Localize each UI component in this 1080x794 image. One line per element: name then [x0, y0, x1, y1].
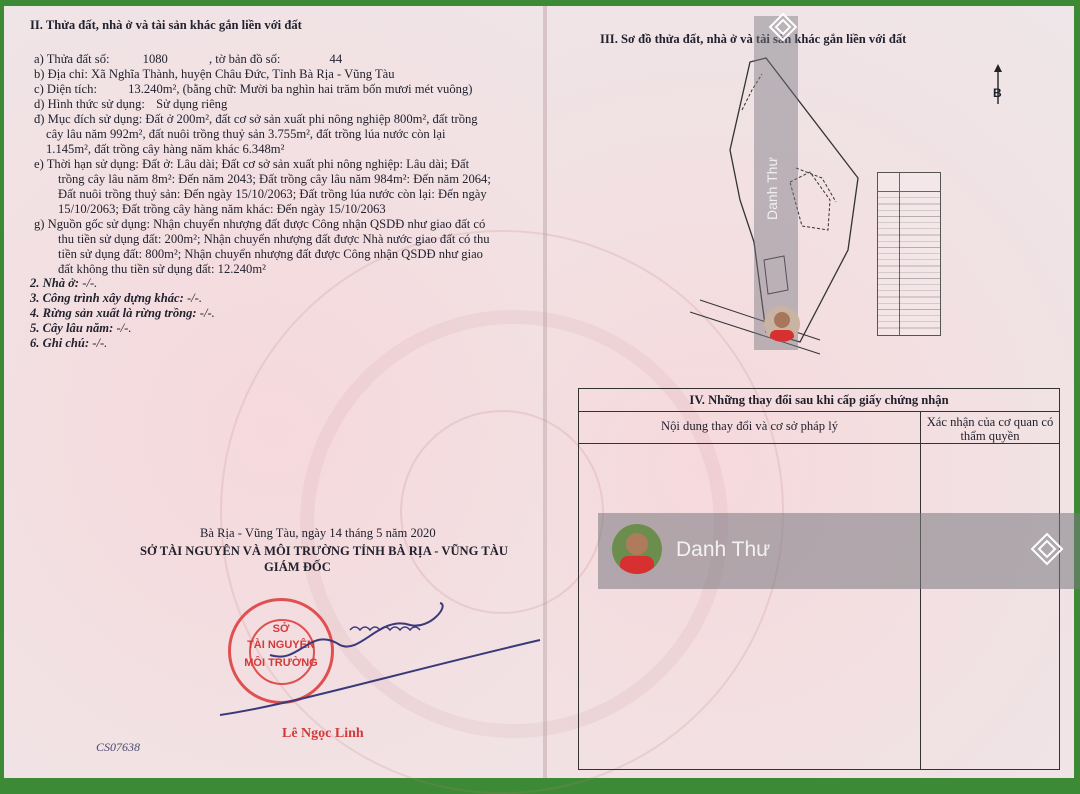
line-origin-3: tiền sử dụng đất: 800m²; Nhận chuyển nhượng đất được Công nhận QSDĐ như giao [58, 247, 483, 261]
item-note: 6. Ghi chú: -/-. [30, 336, 108, 350]
watermark-vertical-name: Danh Thư [764, 157, 780, 220]
watermark-avatar [612, 524, 662, 574]
item-forest: 4. Rừng sản xuất là rừng trồng: -/-. [30, 306, 215, 320]
signature [210, 595, 550, 725]
line-purpose-2: cây lâu năm 992m², đất nuôi trồng thuỷ sản 3.755m², đất trồng lúa nước còn lại [46, 127, 446, 141]
bronze-drum-center [400, 410, 604, 614]
watermark-banner [598, 513, 1080, 589]
line-use-form: d) Hình thức sử dụng: Sử dụng riêng [34, 97, 228, 111]
line-purpose: đ) Mục đích sử dụng: Đất ở 200m², đất cơ sở sản xuất phi nông nghiệp 800m², đất trồng [34, 112, 478, 126]
coordinate-table [877, 172, 941, 336]
col-authority: Xác nhận của cơ quan có thẩm quyền [926, 415, 1054, 443]
north-label: B [993, 86, 1002, 100]
position-title: GIÁM ĐỐC [264, 560, 331, 574]
section-ii-title: II. Thửa đất, nhà ở và tài sản khác gắn liền với đất [30, 18, 302, 32]
line-purpose-3: 1.145m², đất trồng cây hàng năm khác 6.348m² [46, 142, 285, 156]
watermark-name: Danh Thư [676, 538, 771, 561]
watermark-small-avatar [764, 306, 800, 342]
item-construction: 3. Công trình xây dựng khác: -/-. [30, 291, 203, 305]
layers-icon [766, 10, 800, 44]
line-origin: g) Nguồn gốc sử dụng: Nhận chuyển nhượng đất được Công nhận QSDĐ như giao đất có [34, 217, 486, 231]
serial-number: CS07638 [96, 740, 141, 754]
line-term-3: Đất nuôi trồng thuỷ sản: Đến ngày 15/10/2063; Đất trồng lúa nước còn lại: Đến ngày [58, 187, 487, 201]
line-origin-4: đất không thu tiền sử dụng đất: 12.240m² [58, 262, 266, 276]
item-house: 2. Nhà ở: -/-. [30, 276, 98, 290]
col-change-content: Nội dung thay đổi và cơ sở pháp lý [660, 419, 838, 433]
agency-name: SỞ TÀI NGUYÊN VÀ MÔI TRƯỜNG TỈNH BÀ RỊA - VŨNG TÀU [140, 544, 508, 558]
layers-icon-right [1028, 530, 1066, 568]
section-iii-title: III. Sơ đồ thửa đất, nhà ở và tài sản khác gắn liền với đất [600, 32, 907, 46]
issue-date: Bà Rịa - Vũng Tàu, ngày 14 tháng 5 năm 2020 [200, 526, 436, 540]
line-term-4: 15/10/2063; Đất trồng cây hàng năm khác: Đến ngày 15/10/2063 [58, 202, 386, 216]
line-area: c) Diện tích: 13.240m², (bằng chữ: Mười ba nghìn hai trăm bốn mươi mét vuông) [34, 82, 473, 96]
signer-name: Lê Ngọc Linh [282, 726, 364, 741]
line-term: e) Thời hạn sử dụng: Đất ở: Lâu dài; Đất cơ sở sản xuất phi nông nghiệp: Lâu dài; Đất [34, 157, 470, 171]
line-term-2: trồng cây lâu năm 8m²: Đến năm 2043; Đất trồng cây lâu năm 984m²: Đến năm 2064; [58, 172, 491, 186]
line-origin-2: thu tiền sử dụng đất: 200m²; Nhận chuyển nhượng đất được Nhà nước giao đất có thu [58, 232, 490, 246]
item-perennial: 5. Cây lâu năm: -/-. [30, 321, 132, 335]
official-stamp: SỞ TÀI NGUYÊN MÔI TRƯỜNG [228, 598, 334, 704]
line-address: b) Địa chỉ: Xã Nghĩa Thành, huyện Châu Đức, Tỉnh Bà Rịa - Vũng Tàu [34, 67, 395, 81]
line-parcel: a) Thửa đất số: 1080 , tờ bản đồ số: 44 [34, 52, 343, 66]
section-iv-title: IV. Những thay đổi sau khi cấp giấy chứng nhận [579, 389, 1059, 412]
